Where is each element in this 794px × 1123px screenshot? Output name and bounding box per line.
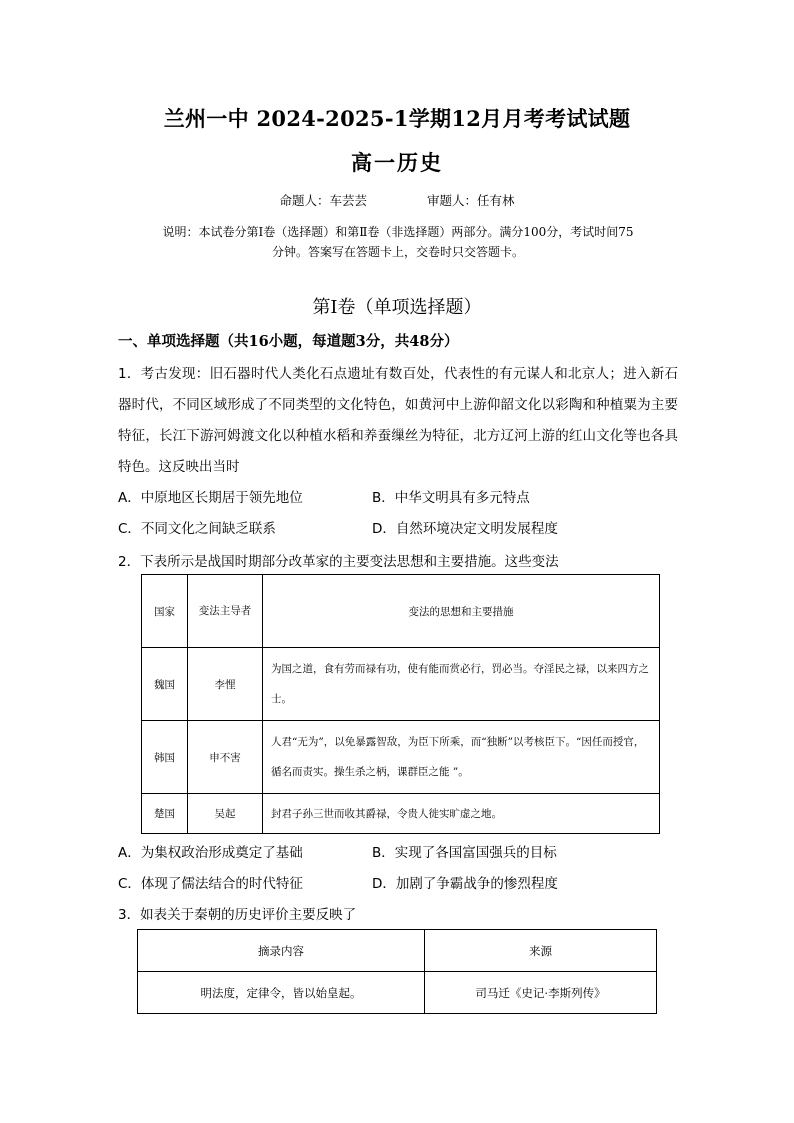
header-state: 国家 xyxy=(142,575,188,648)
q1-option-d: D．自然环境决定文明发展程度 xyxy=(372,521,558,537)
authors-line xyxy=(0,191,794,209)
reform-table xyxy=(141,574,660,834)
header-source: 来源 xyxy=(425,930,657,972)
table-row xyxy=(142,648,660,721)
evaluation-table xyxy=(137,929,657,1014)
cell-state: 韩国 xyxy=(142,721,188,794)
cell-content: 为国之道，食有劳而禄有功，使有能而赏必行，罚必当。夺淫民之禄，以来四方之士。 xyxy=(263,648,660,721)
cell-leader: 申不害 xyxy=(188,721,263,794)
cell-content: 人君“无为”，以免暴露智敌，为臣下所乘，而“独断”以考核臣下。“因任而授官，循名而责实。操生杀之柄，课群臣之能 ”。 xyxy=(263,721,660,794)
table-header-row xyxy=(138,930,657,972)
cell-content: 封君子孙三世而收其爵禄，令贵人徙实旷虚之地。 xyxy=(263,794,660,834)
question-1-stem: 1．考古发现：旧石器时代人类化石点遗址有数百处，代表性的有元谋人和北京人；进入新石器时代，不同区域形成了不同类型的文化特色，如黄河中上游仰韶文化以彩陶和种植粟为主要特征，长江下游河姆渡文化以种植水稻和养蚕缫丝为特征，北方辽河上游的红山文化等也各具特色。这反映出当时 xyxy=(118,366,678,475)
cell-leader: 吴起 xyxy=(188,794,263,834)
cell-state: 魏国 xyxy=(142,648,188,721)
q1-option-b: B．中华文明具有多元特点 xyxy=(372,490,530,506)
section-heading: 一、单项选择题（共16小题，每道题3分，共48分） xyxy=(118,333,459,350)
q2-option-a: A．为集权政治形成奠定了基础 xyxy=(118,845,303,861)
table-row xyxy=(142,721,660,794)
cell-excerpt: 明法度，定律令，皆以始皇起。 xyxy=(138,972,425,1014)
table-row xyxy=(142,794,660,834)
q2-option-c: C．体现了儒法结合的时代特征 xyxy=(118,876,303,892)
cell-leader: 李悝 xyxy=(188,648,263,721)
q1-option-c: C．不同文化之间缺乏联系 xyxy=(118,521,276,537)
subject-title: 高一历史 xyxy=(351,150,443,175)
header-excerpt: 摘录内容 xyxy=(138,930,425,972)
table-row xyxy=(138,972,657,1014)
instructions-line-1: 说明：本试卷分第Ⅰ卷（选择题）和第Ⅱ卷（非选择题）两部分。满分100分，考试时间75 xyxy=(162,225,634,239)
exam-instructions xyxy=(118,222,678,262)
cell-source: 司马迁《史记·李斯列传》 xyxy=(425,972,657,1014)
author: 命题人：车芸芸 xyxy=(279,193,367,208)
q2-option-b: B．实现了各国富国强兵的目标 xyxy=(372,845,557,861)
reviewer: 审题人：任有林 xyxy=(427,193,515,208)
header-content: 变法的思想和主要措施 xyxy=(263,575,660,648)
question-2-stem: 2．下表所示是战国时期部分改革家的主要变法思想和主要措施。这些变法 xyxy=(118,554,559,570)
exam-title: 兰州一中 2024-2025-1学期12月月考考试试题 xyxy=(163,106,631,131)
header-leader: 变法主导者 xyxy=(188,575,263,648)
instructions-line-2: 分钟。答案写在答题卡上，交卷时只交答题卡。 xyxy=(271,245,524,259)
question-3-stem: 3．如表关于秦朝的历史评价主要反映了 xyxy=(118,907,357,923)
q2-option-d: D．加剧了争霸战争的惨烈程度 xyxy=(372,876,558,892)
q1-option-a: A．中原地区长期居于领先地位 xyxy=(118,490,303,506)
cell-state: 楚国 xyxy=(142,794,188,834)
part-title: 第Ⅰ卷（单项选择题） xyxy=(312,297,482,318)
table-header-row xyxy=(142,575,660,648)
